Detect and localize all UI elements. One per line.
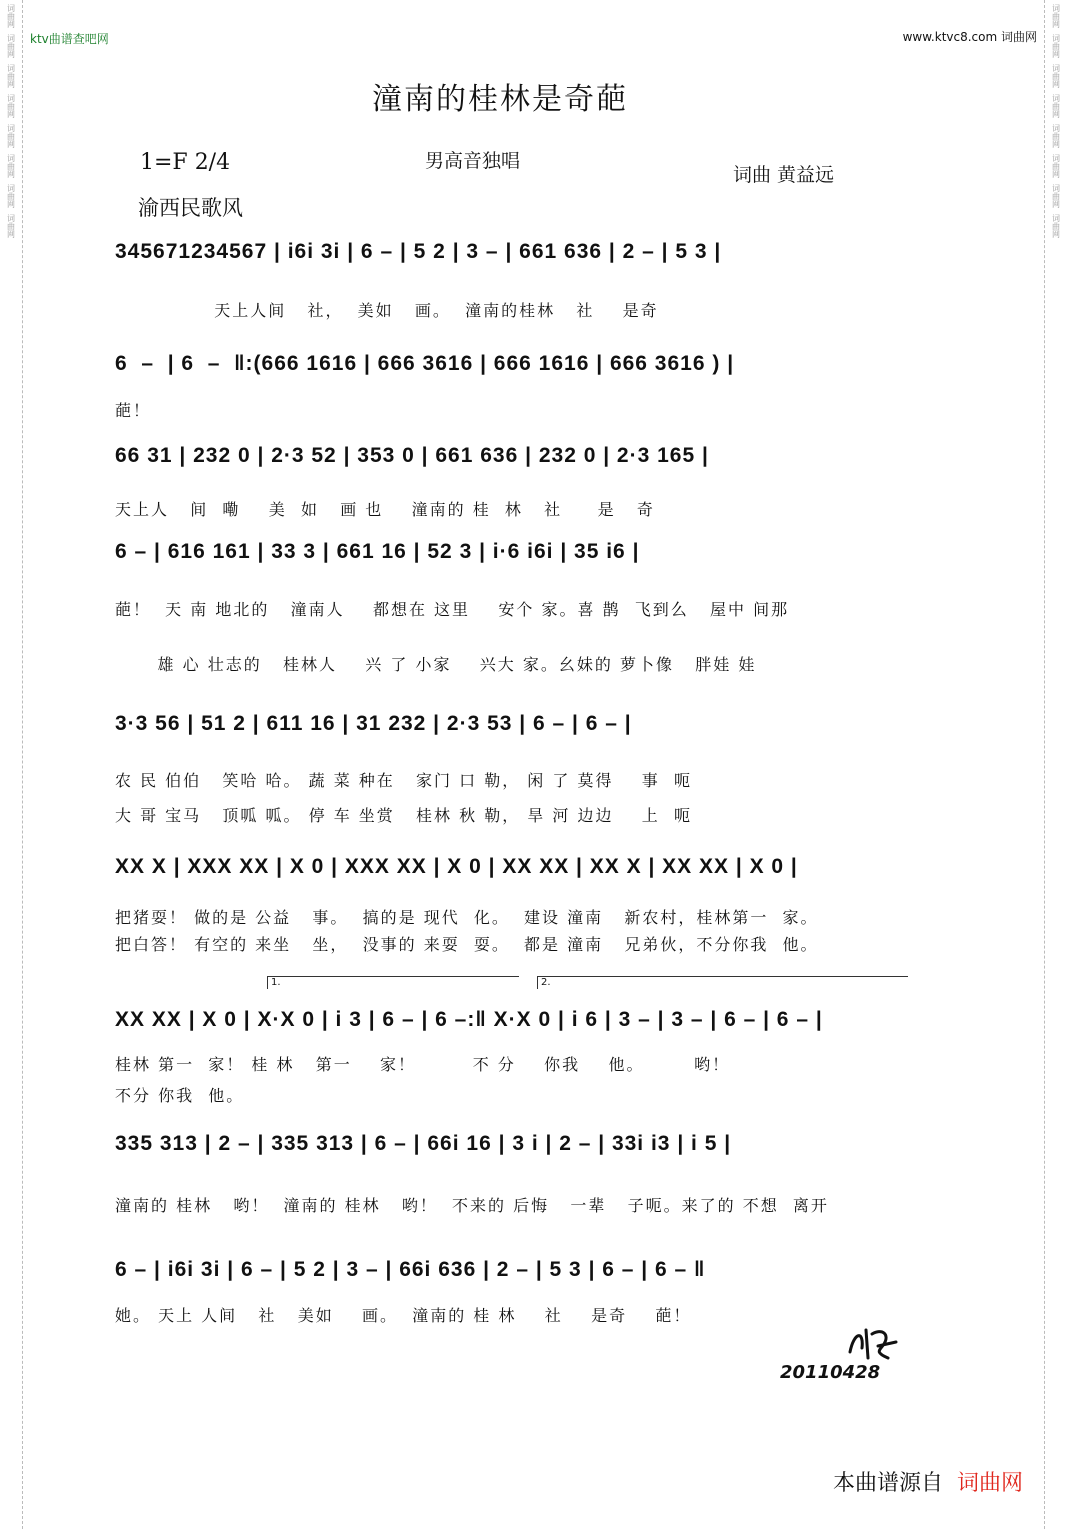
watermark-text: 词曲网 [6,124,16,148]
notation-line-8: 335 313 | 2 – | 335 313 | 6 – | 66i 16 | 3 i | 2 – | 33i i3 | i 5 | [115,1132,732,1155]
notation-line-1: 345671234567 | i6i 3i | 6 – | 5 2 | 3 – | 661 636 | 2 – | 5 3 | [115,240,722,263]
watermark-text: 词曲网 [1051,124,1061,148]
second-ending-bracket: 2. [537,976,908,989]
key-signature: 1=F 2/4 [140,150,231,175]
notation-line-7: XX XX | X 0 | X·X 0 | i 3 | 6 – | 6 –:‖ X·X 0 | i 6 | 3 – | 3 – | 6 – | 6 – | [115,1008,823,1031]
performance-type: 男高音独唱 [425,150,521,172]
author-credit: 词曲 黄益远 [733,164,835,186]
watermark-text: 词曲网 [6,154,16,178]
watermark-text: 词曲网 [6,4,16,28]
lyric-line-3: 天上人 间 嘞 美 如 画 也 潼南的 桂 林 社 是 奇 [115,500,655,519]
watermark-text: 词曲网 [1051,4,1061,28]
lyric-line-4b: 雄 心 壮志的 桂林人 兴 了 小家 兴大 家。幺妹的 萝卜像 胖娃 娃 [115,655,757,674]
watermark-text: 词曲网 [6,64,16,88]
watermark-text: 词曲网 [1051,64,1061,88]
notation-line-6: XX X | XXX XX | X 0 | XXX XX | X 0 | XX XX | XX X | XX XX | X 0 | [115,855,798,878]
notation-line-3: 66 31 | 232 0 | 2·3 52 | 353 0 | 661 636 | 232 0 | 2·3 165 | [115,444,709,467]
lyric-line-7b: 不分 你我 他。 [115,1086,245,1105]
style-note: 渝西民歌风 [138,196,243,220]
lyric-line-8: 潼南的 桂林 哟！ 潼南的 桂林 哟！ 不来的 后悔 一辈 子呃。来了的 不想 离开 [115,1196,829,1215]
source-footer [833,1466,1023,1497]
lyric-line-4a: 葩！ 天 南 地北的 潼南人 都想在 这里 安个 家。喜 鹊 飞到么 屋中 间那 [115,600,790,619]
first-ending-bracket: 1. [267,976,519,989]
lyric-line-7a: 桂林 第一 家！ 桂 林 第一 家！ 不 分 你我 他。 哟！ [115,1055,731,1074]
watermark-text: 词曲网 [1051,214,1061,238]
lyric-line-1: 天上人间 社， 美如 画。 潼南的桂林 社 是奇 [115,301,659,320]
site-label-left: ktv曲谱查吧网 [30,32,109,46]
lyric-line-5a: 农 民 伯伯 笑哈 哈。 蔬 菜 种在 家门 口 勒， 闲 了 莫得 事 呃 [115,771,692,790]
lyric-line-2: 葩！ [115,401,152,420]
watermark-text: 词曲网 [6,34,16,58]
right-watermark-strip [1044,0,1067,1529]
notation-line-4: 6 – | 616 161 | 33 3 | 661 16 | 52 3 | i·6 i6i | 35 i6 | [115,540,640,563]
watermark-text: 词曲网 [1051,154,1061,178]
site-label-right: www.ktvc8.com 词曲网 [902,30,1037,44]
song-title: 潼南的桂林是奇葩 [372,82,628,117]
watermark-text: 词曲网 [6,94,16,118]
watermark-text: 词曲网 [1051,94,1061,118]
left-watermark-strip [0,0,23,1529]
notation-line-9: 6 – | i6i 3i | 6 – | 5 2 | 3 – | 66i 636 | 2 – | 5 3 | 6 – | 6 – ‖ [115,1258,706,1281]
notation-line-2: 6 – | 6 – ‖:(666 1616 | 666 3616 | 666 1616 | 666 3616 ) | [115,352,735,375]
lyric-line-5b: 大 哥 宝马 顶呱 呱。 停 车 坐赏 桂林 秋 勒， 旱 河 边边 上 呃 [115,806,692,825]
handwritten-signature [844,1322,900,1366]
lyric-line-6a: 把猪耍！ 做的是 公益 事。 搞的是 现代 化。 建设 潼南 新农村，桂林第一 家。 [115,908,819,927]
lyric-line-6b: 把白答！ 有空的 来坐 坐， 没事的 来耍 耍。 都是 潼南 兄弟伙，不分你我 他。 [115,935,819,954]
watermark-text: 词曲网 [1051,34,1061,58]
footer-brand-link[interactable]: 词曲网 [956,1471,1023,1496]
footer-prefix: 本曲谱源自 [832,1471,943,1496]
notation-line-5: 3·3 56 | 51 2 | 611 16 | 31 232 | 2·3 53 | 6 – | 6 – | [115,712,632,735]
date-stamp: 20110428 [780,1362,881,1383]
watermark-text: 词曲网 [6,214,16,238]
lyric-line-9: 她。 天上 人间 社 美如 画。 潼南的 桂 林 社 是奇 葩！ [115,1306,692,1325]
watermark-text: 词曲网 [6,184,16,208]
watermark-text: 词曲网 [1051,184,1061,208]
